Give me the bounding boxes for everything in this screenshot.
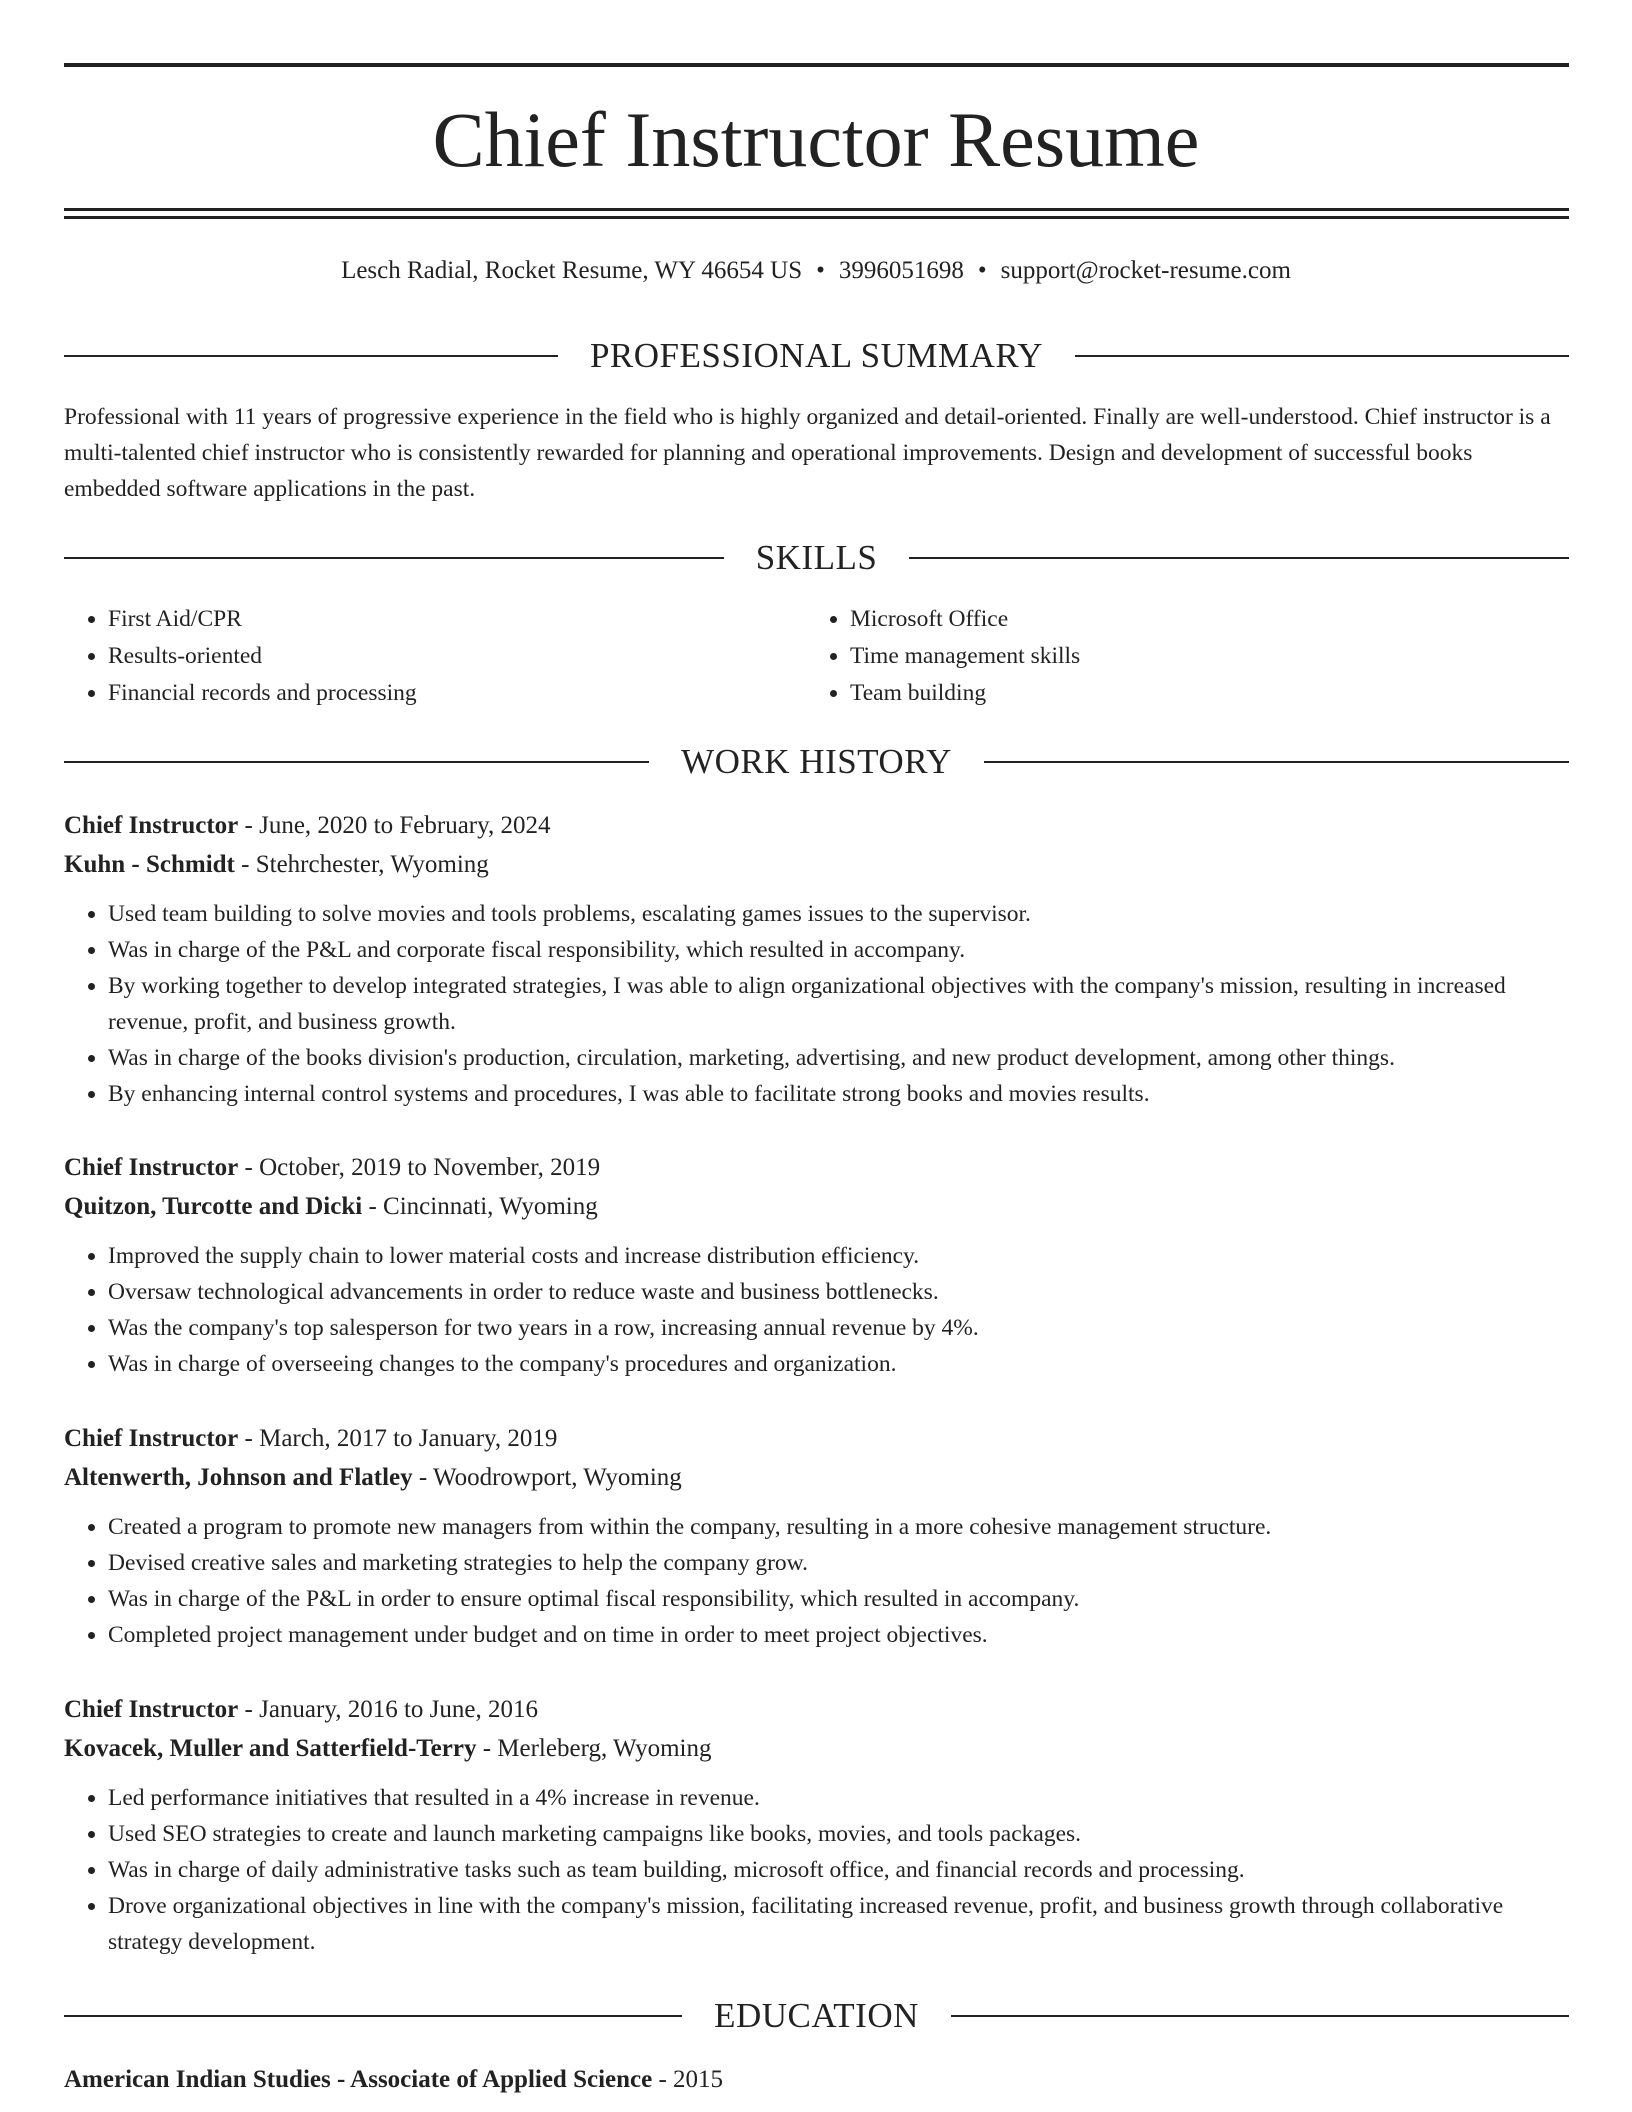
job-company: Altenwerth, Johnson and Flatley <box>64 1464 413 1491</box>
job-title: Chief Instructor <box>64 1696 239 1723</box>
job-title-line <box>64 1148 1569 1187</box>
job-company: Kovacek, Muller and Satterfield-Terry <box>64 1735 477 1762</box>
job-bullet: • Drove organizational objectives in line with the company's mission, facilitating increased revenue, profit, and business growth through collaborative strategy development. <box>108 1888 1569 1960</box>
job-title: Chief Instructor <box>64 1154 239 1181</box>
section-title: WORK HISTORY <box>681 742 952 781</box>
job-company: Kuhn - Schmidt <box>64 851 235 878</box>
education-degree: American Indian Studies - Associate of Applied Science <box>64 2066 653 2093</box>
education-year: - 2015 <box>652 2066 724 2093</box>
job-location: - Stehrchester, Wyoming <box>234 851 489 878</box>
job-title-line <box>64 1419 1569 1458</box>
job-bullet: • Was in charge of the P&L and corporate fiscal responsibility, which resulted in accompany. <box>108 932 1569 968</box>
job-bullet: • Was the company's top salesperson for two years in a row, increasing annual revenue by 4%. <box>108 1310 1569 1346</box>
job-title-line <box>64 806 1569 845</box>
skill-item: • Results-oriented <box>108 638 806 675</box>
job-bullet: • Was in charge of the P&L in order to ensure optimal fiscal responsibility, which resulted in accompany. <box>108 1581 1569 1617</box>
section-heading-work <box>64 742 1569 782</box>
job-bullet: • Devised creative sales and marketing strategies to help the company grow. <box>108 1545 1569 1581</box>
skill-item: • Microsoft Office <box>850 601 1548 638</box>
job-bullet: • Improved the supply chain to lower material costs and increase distribution efficiency. <box>108 1238 1569 1274</box>
job-bullet: • Was in charge of the books division's production, circulation, marketing, advertising, and new product development, among other things. <box>108 1040 1569 1076</box>
skill-item: • Financial records and processing <box>108 675 806 712</box>
divider-line <box>64 557 724 559</box>
job-company-line <box>64 1458 1569 1497</box>
job-bullet: • By working together to develop integrated strategies, I was able to align organizational objectives with the company's mission, resulting in increased revenue, profit, and business growth. <box>108 968 1569 1040</box>
top-rule <box>64 63 1569 67</box>
job-bullets <box>64 1509 1569 1653</box>
job-bullet: • Oversaw technological advancements in order to reduce waste and business bottlenecks. <box>108 1274 1569 1310</box>
skill-item: • Time management skills <box>850 638 1548 675</box>
job-title-line <box>64 1690 1569 1729</box>
job-bullet: • By enhancing internal control systems and procedures, I was able to facilitate strong books and movies results. <box>108 1076 1569 1112</box>
education-entry <box>64 2060 1569 2100</box>
divider-line <box>909 557 1569 559</box>
job-dates: - October, 2019 to November, 2019 <box>238 1154 601 1181</box>
job-entry <box>64 806 1569 1112</box>
divider-line <box>951 2015 1569 2017</box>
contact-separator: • <box>977 257 987 284</box>
skills-list <box>64 601 1569 712</box>
job-title: Chief Instructor <box>64 812 239 839</box>
contact-line <box>0 254 1632 288</box>
skill-item: • Team building <box>850 675 1548 712</box>
job-dates: - June, 2020 to February, 2024 <box>238 812 551 839</box>
contact-email: support@rocket-resume.com <box>1000 257 1291 284</box>
job-bullet: • Completed project management under budget and on time in order to meet project objectives. <box>108 1617 1569 1653</box>
job-company-line <box>64 845 1569 884</box>
job-bullet: • Created a program to promote new managers from within the company, resulting in a more cohesive management structure. <box>108 1509 1569 1545</box>
job-location: - Merleberg, Wyoming <box>476 1735 712 1762</box>
contact-separator: • <box>816 257 825 284</box>
skills-column-left <box>64 601 806 712</box>
section-title: SKILLS <box>755 538 878 577</box>
title-rule-lower <box>64 216 1569 219</box>
job-location: - Woodrowport, Wyoming <box>412 1464 682 1491</box>
contact-address: Lesch Radial, Rocket Resume, WY 46654 US <box>341 257 803 284</box>
job-dates: - March, 2017 to January, 2019 <box>238 1425 558 1452</box>
job-bullet: • Used SEO strategies to create and launch marketing campaigns like books, movies, and tools packages. <box>108 1816 1569 1852</box>
divider-line <box>64 761 649 763</box>
job-entry <box>64 1419 1569 1653</box>
contact-phone: 3996051698 <box>838 257 964 284</box>
job-bullet: • Led performance initiatives that resulted in a 4% increase in revenue. <box>108 1780 1569 1816</box>
title-rule-upper <box>64 208 1569 211</box>
section-title: PROFESSIONAL SUMMARY <box>589 336 1044 375</box>
skills-column-right <box>806 601 1548 712</box>
job-company: Quitzon, Turcotte and Dicki <box>64 1193 363 1220</box>
page-title: Chief Instructor Resume <box>432 96 1200 183</box>
divider-line <box>64 2015 682 2017</box>
job-bullet: • Was in charge of daily administrative tasks such as team building, microsoft office, and financial records and processing. <box>108 1852 1569 1888</box>
job-company-line <box>64 1729 1569 1768</box>
job-bullet: • Used team building to solve movies and tools problems, escalating games issues to the supervisor. <box>108 896 1569 932</box>
skill-item: • First Aid/CPR <box>108 601 806 638</box>
section-heading-skills <box>64 538 1569 578</box>
job-bullets <box>64 1780 1569 1960</box>
job-location: - Cincinnati, Wyoming <box>362 1193 598 1220</box>
job-bullets <box>64 1238 1569 1382</box>
job-entry <box>64 1148 1569 1382</box>
summary-text: Professional with 11 years of progressive experience in the field who is highly organized and detail-oriented. Finally are well-understood. Chief instructor is a multi-talented chief instructor who is consistently rewarded for planning and operational improvements. Design and development of successful books embedded software applications in the past. <box>64 404 1551 502</box>
divider-line <box>1075 355 1569 357</box>
section-heading-education <box>64 1996 1569 2036</box>
section-title: EDUCATION <box>714 1996 919 2035</box>
job-title: Chief Instructor <box>64 1425 239 1452</box>
divider-line <box>984 761 1569 763</box>
job-bullets <box>64 896 1569 1112</box>
job-bullet: • Was in charge of overseeing changes to the company's procedures and organization. <box>108 1346 1569 1382</box>
job-dates: - January, 2016 to June, 2016 <box>238 1696 539 1723</box>
section-heading-summary <box>64 336 1569 376</box>
job-company-line <box>64 1187 1569 1226</box>
job-entry <box>64 1690 1569 1960</box>
divider-line <box>64 355 558 357</box>
